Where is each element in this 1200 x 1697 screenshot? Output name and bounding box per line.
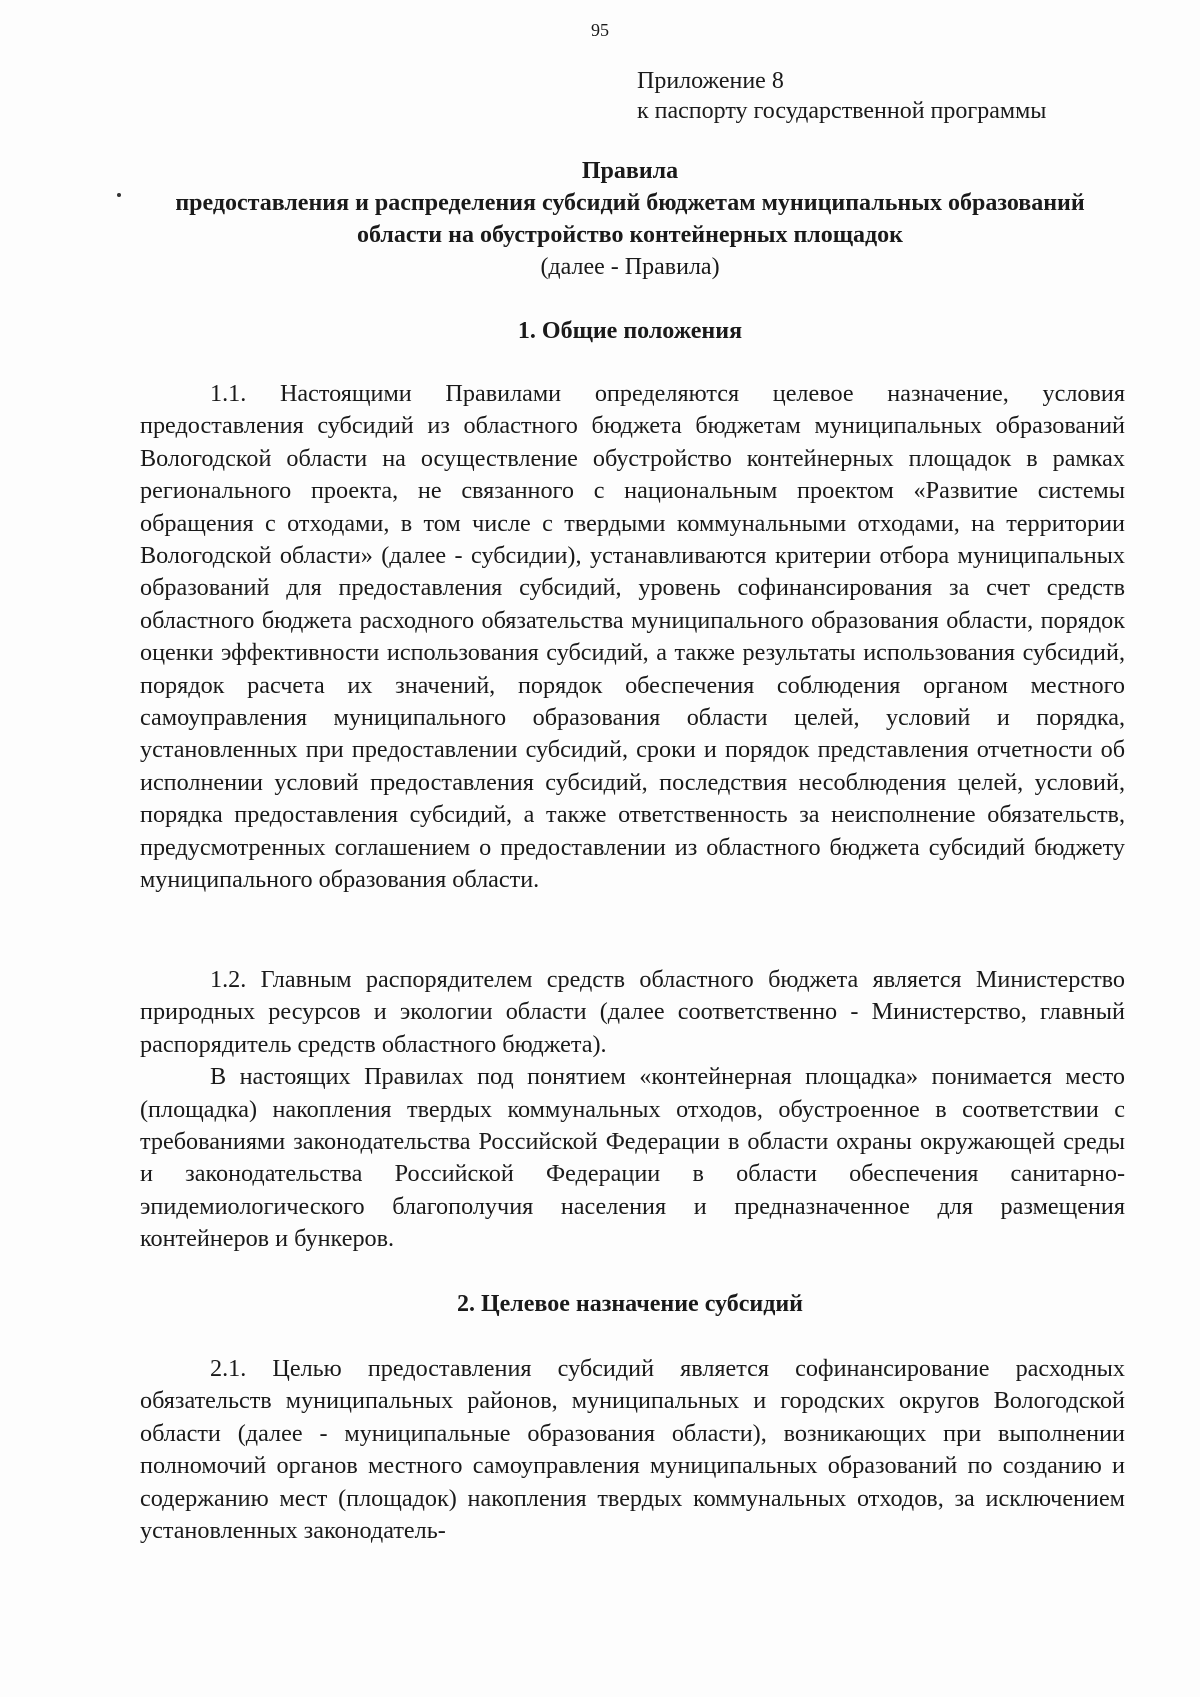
paragraph-container-site-definition: В настоящих Правилах под понятием «контейнерная площадка» понимается место (площадка) накопления твердых коммунальных отходов, обустроенное в соответствии с требованиями законодательства Российской Федерации в области охраны окружающей среды и законодательства Российской Федерации в области обеспечения санитарно-эпидемиологического благополучия населения и предназначенное для размещения контейнеров и бункеров. xyxy=(140,1063,1125,1253)
section-2-paragraph-block xyxy=(140,1353,1125,1547)
section-1-heading: 1. Общие положения xyxy=(517,318,743,344)
section-1-paragraph-1-block xyxy=(140,378,1125,897)
section-2-heading: 2. Целевое назначение субсидий xyxy=(456,1291,804,1317)
page-number: 95 xyxy=(591,20,609,40)
title-line-1: Правила xyxy=(581,158,679,184)
title-line-2: предоставления и распределения субсидий бюджетам муниципальных образований области на обустройство контейнерных площадок xyxy=(175,190,1085,248)
scan-dot xyxy=(117,193,121,197)
paragraph-2-1: 2.1. Целью предоставления субсидий является софинансирование расходных обязательств муниципальных районов, муниципальных и городских округов Вологодской области (далее - муниципальные образования области), возникающих при выполнении полномочий органов местного самоуправления муниципальных образований по созданию и содержанию мест (площадок) накопления твердых коммунальных отходов, за исключением установленных законодатель- xyxy=(140,1355,1125,1545)
document-title xyxy=(140,155,1120,283)
appendix-line-2: к паспорту государственной программы xyxy=(637,98,1047,124)
title-line-3: (далее - Правила) xyxy=(540,254,720,280)
section-1-paragraphs-block xyxy=(140,964,1125,1256)
appendix-note xyxy=(637,66,1046,126)
paragraph-1-2: 1.2. Главным распорядителем средств областного бюджета является Министерство природных ресурсов и экологии области (далее соответственно - Министерство, главный распорядитель средств областного бюджета). xyxy=(140,966,1125,1058)
paragraph-1-1: 1.1. Настоящими Правилами определяются целевое назначение, условия предоставления субсидий из областного бюджета бюджетам муниципальных образований Вологодской области на осуществление обустройство контейнерных площадок в рамках регионального проекта, не связанного с национальным проектом «Развитие системы обращения с отходами, в том числе с твердыми коммунальными отходами, на территории Вологодской области» (далее - субсидии), устанавливаются критерии отбора муниципальных образований для предоставления субсидий, уровень софинансирования за счет средств областного бюджета расходного обязательства муниципального образования области, порядок оценки эффективности использования субсидий, а также результаты использования субсидий, порядок расчета их значений, порядок обеспечения соблюдения органом местного самоуправления муниципального образования области целей, условий и порядка, установленных при предоставлении субсидий, сроки и порядок представления отчетности об исполнении условий предоставления субсидий, последствия несоблюдения целей, условий, порядка предоставления субсидий, а также ответственность за неисполнение обязательств, предусмотренных соглашением о предоставлении из областного бюджета субсидий бюджету муниципального образования области. xyxy=(140,380,1125,894)
appendix-line-1: Приложение 8 xyxy=(637,68,784,94)
